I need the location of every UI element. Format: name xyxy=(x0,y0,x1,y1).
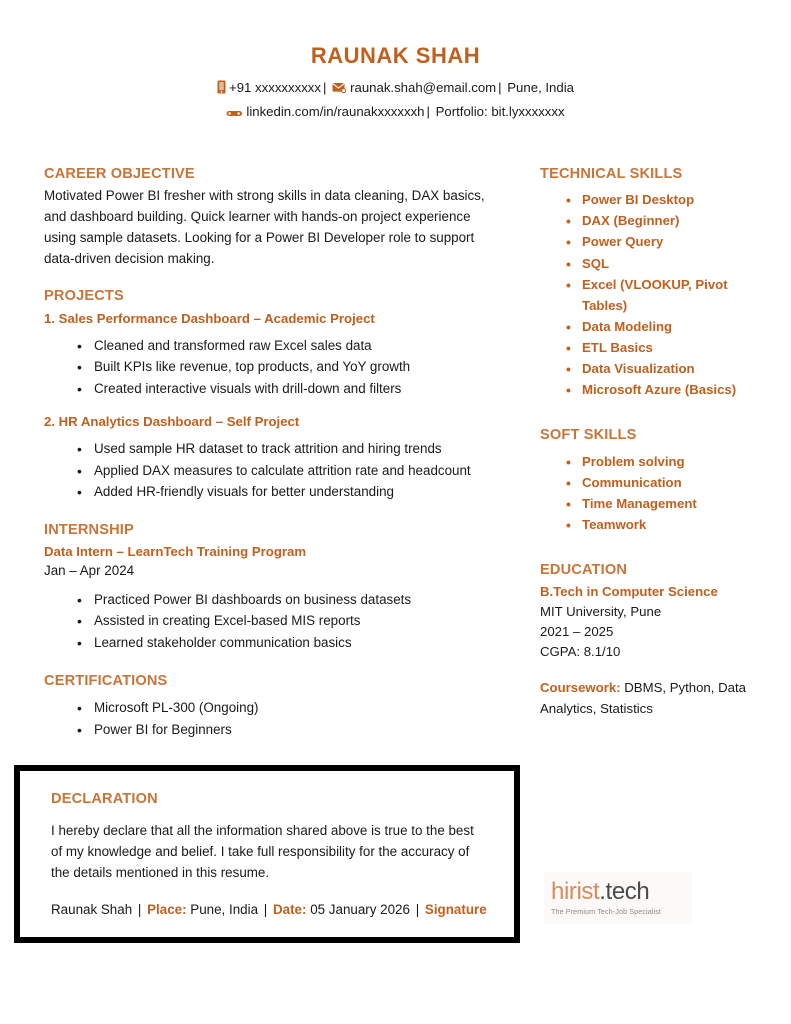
email-envelope-icon xyxy=(332,79,347,100)
declaration-signature-line xyxy=(51,900,490,920)
section-heading-internship: INTERNSHIP xyxy=(44,522,134,539)
signature-label: Signature xyxy=(424,901,487,917)
list-item: • ETL Basics xyxy=(582,337,772,358)
list-item: • Learned stakeholder communication basics xyxy=(94,632,496,654)
place-label: Place: xyxy=(147,901,187,917)
education-degree: B.Tech in Computer Science xyxy=(540,584,718,600)
internship-dates: Jan – Apr 2024 xyxy=(44,563,135,579)
list-item: • Power Query xyxy=(582,231,772,252)
list-item: • Added HR-friendly visuals for better understanding xyxy=(94,481,496,503)
certifications-bullets xyxy=(44,697,496,740)
list-item: • Power BI for Beginners xyxy=(94,719,496,741)
list-item: • Microsoft PL-300 (Ongoing) xyxy=(94,697,496,719)
signer-name: Raunak Shah xyxy=(51,901,133,917)
declaration-text: I hereby declare that all the information shared above is true to the best of my knowledge and belief. I take full responsibility for the accuracy of the details mentioned in this resume. xyxy=(51,823,474,881)
list-item: • DAX (Beginner) xyxy=(582,210,772,231)
list-item: • Used sample HR dataset to track attrition and hiring trends xyxy=(94,438,496,460)
signature-separator-2: | xyxy=(263,901,268,917)
mobile-phone-icon xyxy=(217,79,226,100)
resume-header xyxy=(0,44,791,124)
list-item: • Built KPIs like revenue, top products, and YoY growth xyxy=(94,356,496,378)
linkedin-url[interactable]: linkedin.com/in/raunakxxxxxxh xyxy=(246,103,425,119)
contact-line-secondary xyxy=(0,101,791,124)
list-item: • Created interactive visuals with drill-down and filters xyxy=(94,378,496,400)
education-institution: MIT University, Pune xyxy=(540,604,662,620)
logo-tagline: The Premium Tech-Job Specialist xyxy=(551,907,662,916)
signature-separator-1: | xyxy=(137,901,142,917)
project-1-bullets xyxy=(44,335,496,400)
list-item: • Applied DAX measures to calculate attrition rate and headcount xyxy=(94,460,496,482)
place-value: Pune, India xyxy=(186,901,262,917)
section-heading-education: EDUCATION xyxy=(540,562,628,579)
section-heading-career-objective: CAREER OBJECTIVE xyxy=(44,166,195,182)
list-item: • Data Visualization xyxy=(582,358,772,379)
technical-skills-list xyxy=(540,189,772,400)
contact-line-primary xyxy=(0,77,791,100)
section-heading-certifications: CERTIFICATIONS xyxy=(44,672,168,689)
education-cgpa: CGPA: 8.1/10 xyxy=(540,644,621,660)
left-column xyxy=(44,165,496,740)
location-text: Pune, India xyxy=(507,80,574,96)
logo-wordmark xyxy=(551,880,649,904)
candidate-name: RAUNAK SHAH xyxy=(310,43,481,68)
internship-role: Data Intern – LearnTech Training Program xyxy=(44,544,307,560)
logo-word-secondary: .tech xyxy=(599,878,650,905)
career-objective-text: Motivated Power BI fresher with strong skills in data cleaning, DAX basics, and dashboard building. Quick learner with hands-on project experience using sample datasets. Looking for a Power BI Developer role to support data-driven decision making. xyxy=(44,188,485,266)
list-item: • Power BI Desktop xyxy=(582,189,772,210)
list-item: • SQL xyxy=(582,253,772,274)
date-value: 05 January 2026 xyxy=(306,901,414,917)
email-address: raunak.shah@email.com xyxy=(350,80,497,96)
section-heading-projects: PROJECTS xyxy=(44,288,124,305)
list-item: • Teamwork xyxy=(582,514,772,535)
section-heading-declaration: DECLARATION xyxy=(51,791,158,807)
soft-skills-list xyxy=(540,451,772,536)
list-item: • Assisted in creating Excel-based MIS reports xyxy=(94,610,496,632)
list-item: • Practiced Power BI dashboards on business datasets xyxy=(94,589,496,611)
portfolio-url[interactable]: Portfolio: bit.lyxxxxxxx xyxy=(435,103,565,119)
logo-word-primary: hirist xyxy=(551,878,600,905)
list-item: • Excel (VLOOKUP, Pivot Tables) xyxy=(582,274,772,316)
list-item: • Data Modeling xyxy=(582,316,772,337)
section-heading-technical-skills: TECHNICAL SKILLS xyxy=(540,166,683,182)
project-2-bullets xyxy=(44,438,496,503)
list-item: • Time Management xyxy=(582,493,772,514)
education-coursework xyxy=(540,678,772,718)
internship-bullets xyxy=(44,589,496,654)
list-item: • Cleaned and transformed raw Excel sales data xyxy=(94,335,496,357)
section-heading-soft-skills: SOFT SKILLS xyxy=(540,427,637,444)
contact-separator-3: | xyxy=(426,103,430,119)
phone-number: +91 xxxxxxxxxx xyxy=(229,80,321,96)
list-item: • Communication xyxy=(582,472,772,493)
project-title-2: 2. HR Analytics Dashboard – Self Project xyxy=(44,413,300,429)
education-years: 2021 – 2025 xyxy=(540,624,614,640)
signature-separator-3: | xyxy=(415,901,420,917)
contact-separator-1: | xyxy=(322,80,327,96)
right-column xyxy=(540,165,772,719)
link-chain-icon xyxy=(226,103,243,124)
project-title-1: 1. Sales Performance Dashboard – Academic Project xyxy=(44,310,375,326)
declaration-box xyxy=(14,765,520,943)
list-item: • Problem solving xyxy=(582,451,772,472)
coursework-label: Coursework: xyxy=(540,680,621,696)
coursework-value: DBMS, Python, Data Analytics, Statistics xyxy=(540,680,746,716)
list-item: • Microsoft Azure (Basics) xyxy=(582,379,772,400)
hirist-logo xyxy=(544,872,692,924)
contact-separator-2: | xyxy=(498,80,502,96)
date-label: Date: xyxy=(272,901,307,917)
